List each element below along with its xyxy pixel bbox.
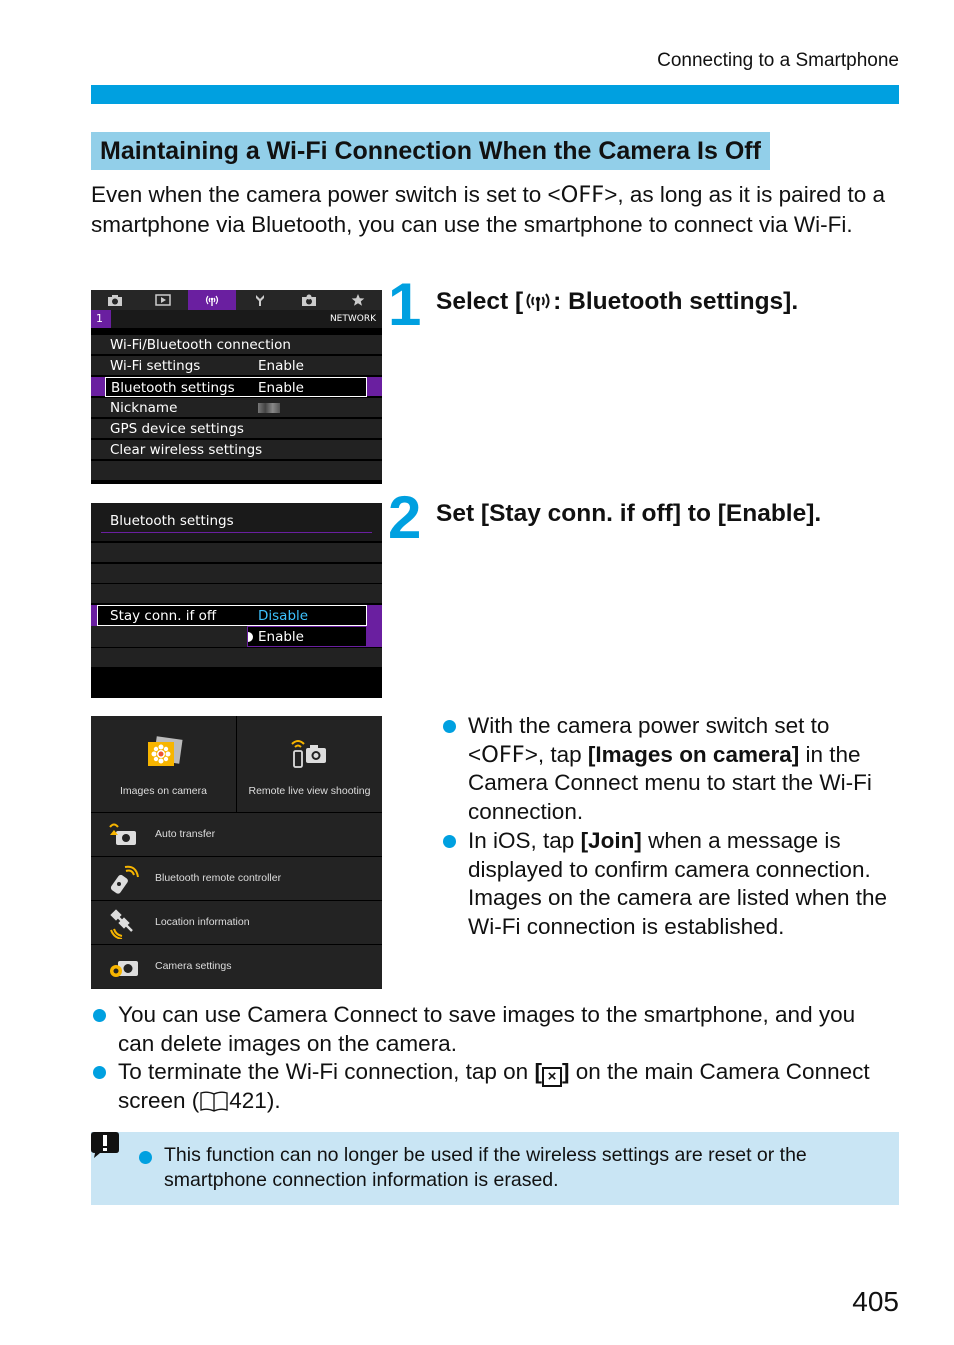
images-on-camera-icon: [145, 736, 183, 768]
bottom-bullet-list: [93, 1001, 893, 1116]
menu-item-clear-wireless-settings[interactable]: Clear wireless settings: [91, 440, 382, 460]
menu-item-camera-settings[interactable]: Camera settings: [91, 944, 382, 988]
menu-item-wifi-bluetooth-connection[interactable]: Wi-Fi/Bluetooth connection: [91, 335, 382, 355]
book-reference-icon: [199, 1090, 229, 1112]
screen-title: Bluetooth settings: [110, 513, 234, 529]
intro-paragraph: Even when the camera power switch is set to <OFF>, as long as it is paired to a smartphone via Bluetooth, you can use the smartphone to connect via Wi-Fi.: [91, 182, 885, 237]
empty-row: [91, 564, 382, 584]
wireless-icon: [523, 290, 553, 312]
camera-menu-screen: [91, 290, 382, 484]
page-reference[interactable]: 421: [229, 1088, 267, 1114]
menu-item-location-information[interactable]: Location information: [91, 900, 382, 944]
menu-item-wifi-settings[interactable]: Wi-Fi settings Enable: [91, 356, 382, 376]
wireless-tab-icon: [188, 290, 236, 310]
step-number-1: 1: [388, 271, 419, 338]
menu-tab-bar: [91, 290, 382, 310]
bullet-dot-icon: [93, 1009, 106, 1022]
tile-images-on-camera[interactable]: Images on camera: [91, 716, 236, 812]
list-item: To terminate the Wi-Fi connection, tap on [ × ] on the main Camera Connect screen ( 421).: [93, 1058, 893, 1116]
auto-transfer-icon: [108, 821, 140, 849]
option-disable[interactable]: Disable: [258, 608, 309, 624]
step-2-text: Set [Stay conn. if off] to [Enable].: [436, 500, 822, 527]
page-number: 405: [852, 1286, 899, 1317]
header-rule: [91, 85, 899, 104]
off-symbol: OFF: [560, 182, 605, 208]
section-title: Maintaining a Wi-Fi Connection When the Camera Is Off: [91, 132, 770, 170]
camera-settings-icon: [108, 953, 140, 981]
menu-item-bluetooth-settings[interactable]: Bluetooth settings Enable: [91, 377, 382, 397]
list-item: In iOS, tap [Join] when a message is displayed to confirm camera connection. Images on the camera are listed when the Wi-Fi connection is established.: [443, 827, 903, 942]
step-1-text: Select [ : Bluetooth settings].: [436, 288, 799, 315]
menu-item-auto-transfer[interactable]: Auto transfer: [91, 812, 382, 856]
menu-empty-row: [91, 461, 382, 481]
option-enable[interactable]: Enable: [258, 629, 304, 645]
empty-row: [91, 648, 382, 668]
nickname-blurred-value: [258, 403, 280, 413]
caution-icon: [90, 1130, 120, 1160]
menu-item-gps-device-settings[interactable]: GPS device settings: [91, 419, 382, 439]
shooting-tab-icon: [91, 290, 139, 310]
location-satellite-icon: [108, 909, 140, 939]
stay-connected-setting: [91, 605, 382, 647]
caution-note: [91, 1132, 899, 1205]
running-header: Connecting to a Smartphone: [657, 50, 899, 71]
tile-remote-live-view-shooting[interactable]: Remote live view shooting: [237, 716, 382, 812]
remote-live-view-icon: [290, 736, 330, 770]
playback-tab-icon: [139, 290, 187, 310]
menu-item-bluetooth-remote-controller[interactable]: Bluetooth remote controller: [91, 856, 382, 900]
camera-connect-app-screen: [91, 716, 382, 989]
list-item: You can use Camera Connect to save images to the smartphone, and you can delete images on the camera.: [93, 1001, 893, 1058]
off-symbol: OFF: [481, 741, 525, 768]
empty-row: [91, 543, 382, 563]
menu-item-nickname[interactable]: Nickname: [91, 398, 382, 418]
close-x-icon: ×: [542, 1067, 562, 1087]
bullet-dot-icon: [443, 835, 456, 848]
stay-conn-label: Stay conn. if off: [110, 608, 217, 624]
custom-tab-icon: [285, 290, 333, 310]
network-label: NETWORK: [329, 314, 376, 324]
step-number-2: 2: [388, 484, 419, 551]
bullet-dot-icon: [443, 720, 456, 733]
list-item: With the camera power switch set to <OFF>, tap [Images on camera] in the Camera Connect menu to start the Wi-Fi connection.: [443, 712, 903, 827]
bluetooth-settings-screen: [91, 503, 382, 698]
bullet-dot-icon: [139, 1151, 152, 1164]
setup-tab-icon: [236, 290, 284, 310]
note-text: This function can no longer be used if the wireless settings are reset or the smartphone connection information is erased.: [139, 1143, 869, 1193]
bluetooth-remote-icon: [108, 865, 140, 895]
right-bullet-list: [443, 712, 903, 942]
empty-row: [91, 584, 382, 604]
menu-page-number: 1: [91, 310, 111, 328]
my-menu-star-icon: [334, 290, 382, 310]
screen-title-bar: [91, 503, 382, 541]
bullet-dot-icon: [93, 1066, 106, 1079]
